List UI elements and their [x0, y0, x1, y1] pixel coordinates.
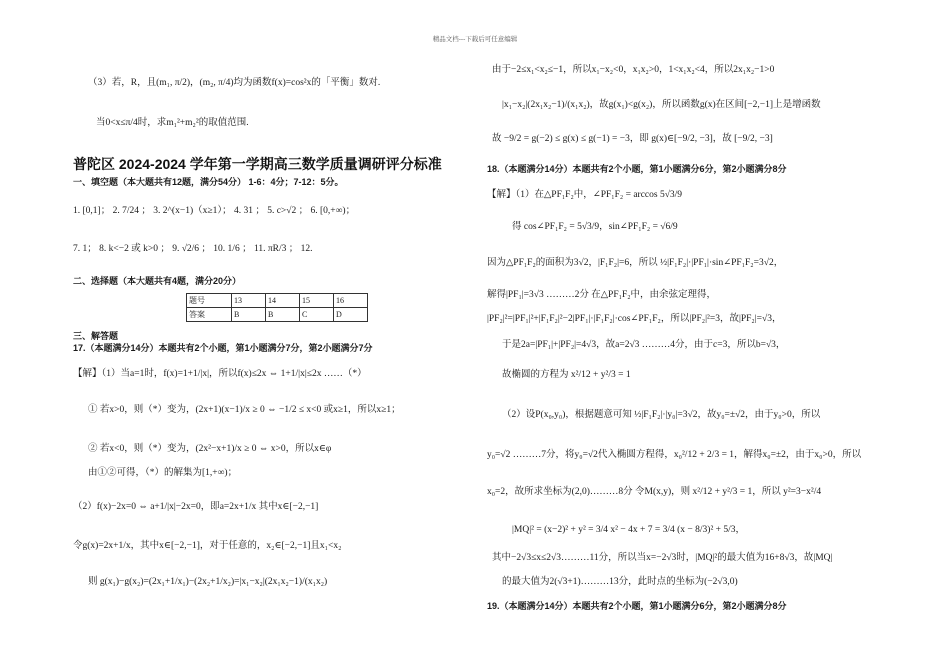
q17-line6: 令g(x)=2x+1/x，其中x∈[−2,−1]，对于任意的，x₂∈[−2,−1]且x₁<x₂: [73, 541, 342, 551]
q19-heading: 19.（本题满分14分）本题共有2个小题，第1小题满分6分，第2小题满分8分: [487, 601, 787, 611]
q18-line2: 得 cos∠PF₁F₂ = 5√3/9，sin∠PF₁F₂ = √6/9: [512, 222, 678, 232]
table-cell: C: [300, 308, 334, 322]
table-cell: B: [232, 308, 266, 322]
q18-line7: 故椭圆的方程为 x²/12 + y²/3 = 1: [502, 370, 631, 380]
q17-line4: 由①②可得，（*）的解集为[1,+∞)；: [88, 468, 238, 478]
fill-answers-row1: 1. [0,1]； 2. 7/24 ； 3. 2^(x−1)（x≥1）； 4. 31 ； 5. c>√2 ； 6. [0,+∞)；: [73, 206, 356, 216]
q17-line5: （2）f(x)−2x=0 ⇔ a+1/|x|−2x=0，即a=2x+1/x 其中x∈[−2,−1]: [73, 502, 319, 512]
table-cell: D: [334, 308, 368, 322]
q18-line8: （2）设P(x₀,y₀)，根据题意可知 ½|F₁F₂|·|y₀|=3√2，故y₀=±√2，由于y₀>0，所以: [502, 410, 821, 420]
fill-answers-row2: 7. 1； 8. k<−2 或 k>0 ； 9. √2/6 ； 10. 1/6 ； 11. πR/3 ； 12.: [73, 244, 313, 254]
page-header-note: 精品文档---下载后可任意编辑: [432, 36, 518, 43]
q18-line5: |PF₂|²=|PF₁|²+|F₁F₂|²−2|PF₁|·|F₁F₂|·cos∠PF₁F₂，所以|PF₂|²=3，故|PF₂|=√3，: [487, 314, 782, 324]
section-solutions: 三、解答题: [73, 331, 119, 341]
q18-line9: y₀=√2 ………7分，将y₀=√2代入椭圆方程得，x₀²/12 + 2/3 = 1，解得x₀=±2，由于x₀>0，所以: [487, 450, 862, 460]
page-title: 普陀区 2024-2024 学年第一学期高三数学质量调研评分标准: [73, 156, 442, 172]
q3-line2: 当0<x≤π/4时，求m₁²+m₂²的取值范围.: [96, 118, 249, 128]
table-cell: B: [266, 308, 300, 322]
table-cell: 15: [300, 294, 334, 308]
q17-line2: ① 若x>0，则（*）变为，(2x+1)(x−1)/x ≥ 0 ⇔ −1/2 ≤ x<0 或x≥1，所以x≥1；: [88, 405, 401, 415]
section-fill-blank: 一、填空题（本大题共有12题，满分54分） 1-6：4分；7-12：5分。: [73, 177, 344, 187]
answer-table: [186, 293, 368, 322]
q18-line4: 解得|PF₁|=3√3 ………2分 在△PF₁F₂中，由余弦定理得，: [487, 290, 717, 300]
q18-line1: 【解】（1）在△PF₁F₂中，∠PF₁F₂ = arccos 5√3/9: [487, 190, 683, 200]
table-cell: 16: [334, 294, 368, 308]
section-choice: 二、选择题（本大题共有4题，满分20分）: [73, 276, 242, 286]
q17-line3: ② 若x<0，则（*）变为，(2x²−x+1)/x ≥ 0 ⇔ x>0，所以x∈φ: [88, 444, 332, 454]
table-cell: 答案: [187, 308, 232, 322]
r-line2: |x₁−x₂|(2x₁x₂−1)/(x₁x₂)，故g(x₁)<g(x₂)，所以函数g(x)在区间[−2,−1]上是增函数: [502, 100, 821, 110]
q18-line6: 于是2a=|PF₁|+|PF₂|=4√3，故a=2√3 ………4分，由于c=3，所以b=√3，: [502, 340, 786, 350]
table-cell: 14: [266, 294, 300, 308]
q17-line1: 【解】（1）当a=1时，f(x)=1+1/|x|，所以f(x)≤2x ⇔ 1+1/|x|≤2x ……（*）: [73, 369, 367, 379]
q17-heading: 17.（本题满分14分）本题共有2个小题，第1小题满分7分，第2小题满分7分: [73, 343, 373, 353]
r-line1: 由于−2≤x₁<x₂≤−1，所以x₁−x₂<0，x₁x₂>0，1<x₁x₂<4，所以2x₁x₂−1>0: [492, 65, 775, 75]
r-line3: 故 −9/2 = g(−2) ≤ g(x) ≤ g(−1) = −3，即 g(x)∈[−9/2, −3]，故 [−9/2, −3]: [492, 134, 773, 144]
table-row: [187, 308, 368, 322]
table-cell: 题号: [187, 294, 232, 308]
q3-line1: （3）若，R，且(m₁, π/2)，(m₂, π/4)均为函数f(x)=cos²x的「平衡」数对.: [88, 78, 381, 88]
q18-line13: 的最大值为2(√3+1)………13分，此时点的坐标为(−2√3,0): [502, 577, 738, 587]
q18-line10: x₀=2，故所求坐标为(2,0)………8分 令M(x,y)，则 x²/12 + y²/3 = 1，所以 y²=3−x²/4: [487, 487, 822, 497]
table-row: [187, 294, 368, 308]
table-cell: 13: [232, 294, 266, 308]
q18-line3: 因为△PF₁F₂的面积为3√2，|F₁F₂|=6，所以 ½|F₁F₂|·|PF₁|·sin∠PF₁F₂=3√2，: [487, 258, 784, 268]
q18-heading: 18.（本题满分14分）本题共有2个小题，第1小题满分6分，第2小题满分8分: [487, 164, 787, 174]
q17-line7: 则 g(x₁)−g(x₂)=(2x₁+1/x₁)−(2x₂+1/x₂)=|x₁−x₂|(2x₁x₂−1)/(x₁x₂): [88, 577, 328, 587]
q18-line11: |MQ|² = (x−2)² + y² = 3/4 x² − 4x + 7 = 3/4 (x − 8/3)² + 5/3，: [512, 525, 746, 535]
q18-line12: 其中−2√3≤x≤2√3………11分，所以当x=−2√3时，|MQ|²的最大值为16+8√3，故|MQ|: [492, 553, 833, 563]
